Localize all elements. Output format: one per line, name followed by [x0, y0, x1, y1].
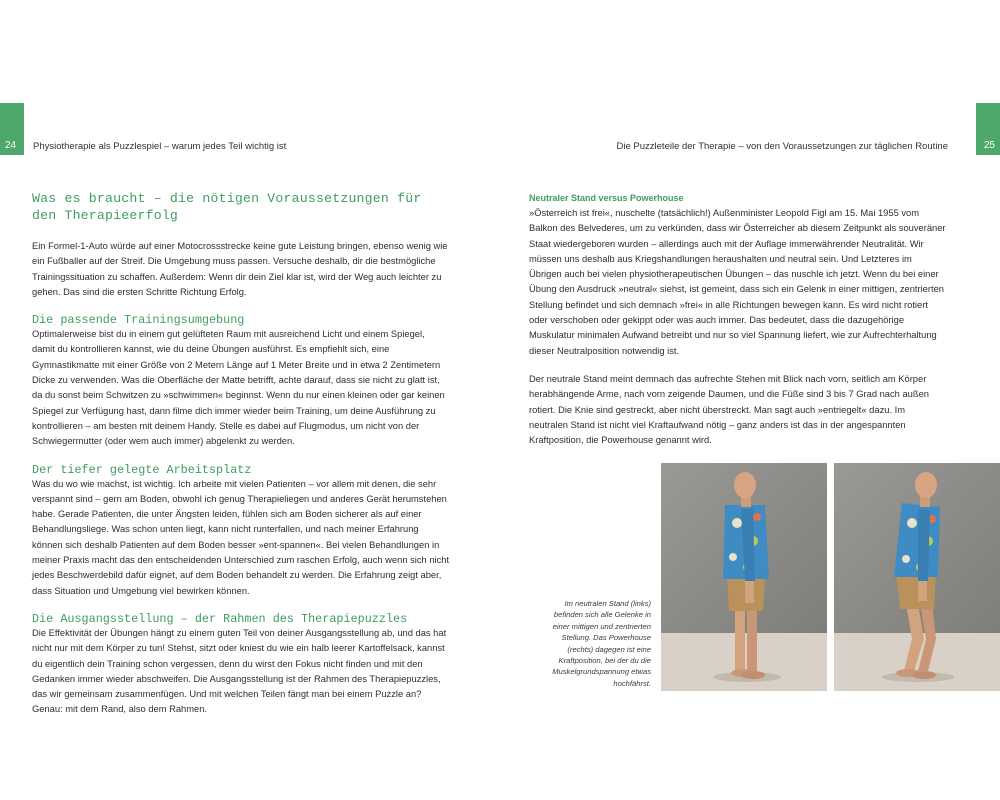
photo-caption: Im neutralen Stand (links) befinden sich alle Gelenke in einer mittigen und zentrierten Stellung. Das Powerhouse (rechts) dagegen ist eine Kraftposition, bei der du die Muskelgrundspannung etwas hochfährst.: [552, 599, 651, 688]
chapter-title: Was es braucht – die nötigen Voraussetzungen für den Therapieerfolg: [32, 191, 422, 223]
page-number-right: 25: [983, 140, 995, 151]
section-paragraph: Optimalerweise bist du in einem gut gelüfteten Raum mit ausreichend Licht und einem Spiegel, damit du kontrollieren kannst, wie du deine Übungen ausführst. Es empfiehlt sich, eine Gymnastikmatte mit einer Größe von 2 Metern Länge auf 1 Meter Breite und in etwa 2 Zentimetern Dicke zu verwenden. Was die Oberfläche der Matte betrifft, achte darauf, dass sie nicht zu glatt ist, da du sonst beim Schwitzen zu »schwimmen« beginnst. Wenn du nur einen kleinen oder gar keinen Spiegel zur Verfügung hast, dann filme dich immer wieder beim Training, um deine Ausführung zu kontrollieren – am besten mit deinem Handy. Stelle es dabei auf Flugmodus, um nicht von der Schwiegermutter (oder wem auch immer) abgelenkt zu werden.: [32, 329, 445, 447]
section-heading: Der tiefer gelegte Arbeitsplatz: [32, 462, 252, 477]
section-paragraph: Was du wo wie machst, ist wichtig. Ich arbeite mit vielen Patienten – vor allem mit denen, die sehr verspannt sind – gern am Boden, obwohl ich genug Therapieliegen und anderes Gerät herumstehen habe. Gerade Patienten, die unter Ängsten leiden, fühlen sich am Boden sicherer als auf einer Behandlungsliege. Was schon unten liegt, kann nicht runterfallen, und nach meiner Erfahrung können sich deshalb Patienten auf dem Boden besser »ent-spannen«. Bei vielen Behandlungen in meiner Praxis macht das den entscheidenden Unterschied zum raschen Erfolg, auch wenn sich nicht jedes Beschwerdebild dafür eignet, auf dem Boden behandelt zu werden. Die Erfahrung zeigt aber, dass Situation und Umgebung viel bewirken können.: [32, 478, 450, 596]
photo-neutral-stance: [661, 463, 827, 691]
section-heading: Die Ausgangsstellung – der Rahmen des Therapiepuzzles: [32, 611, 408, 626]
right-page-content: [529, 190, 946, 461]
photo-powerhouse-stance: [834, 463, 1000, 691]
left-page-content: [32, 190, 450, 731]
section-heading: Die passende Trainingsumgebung: [32, 313, 245, 328]
running-header-right: Die Puzzleteile der Therapie – von den Voraussetzungen zur täglichen Routine: [616, 141, 948, 152]
intro-paragraph: Ein Formel-1-Auto würde auf einer Motocrossstrecke keine gute Leistung bringen, ebenso wenig wie ein Fußballer auf der Streif. Die Umgebung muss passen. Versuche deshalb, dir die bestmögliche Trainingssituation zu schaffen. Außerdem: Wenn dir dein Ziel klar ist, wird der Weg auch leichter zu gehen. Das sind die ersten Schritte Richtung Erfolg.: [32, 241, 448, 297]
body-paragraph: Der neutrale Stand meint demnach das aufrechte Stehen mit Blick nach vorn, seitlich am Körper herabhängende Arme, nach vorn zeigende Daumen, und die Füße sind 3 bis 7 Grad nach außen rotiert. Die Knie sind gestreckt, aber nicht überstreckt. Man sagt auch »entriegelt« dazu. Im neutralen Stand ist nicht viel Kraftaufwand nötig – ganz anders ist das in der angespannten Kraftposition, die Powerhouse genannt wird.: [529, 373, 929, 446]
section-paragraph: Die Effektivität der Übungen hängt zu einem guten Teil von deiner Ausgangsstellung ab, und das hat nicht nur mit dem Körper zu tun! Stehst, sitzt oder kniest du wie ein halb leerer Kartoffelsack, kannst du eigentlich dein Training schon vergessen, denn du wirst den Fokus nicht finden und mit den Gedanken immer wieder abschweifen. Die Ausgangsstellung ist der Rahmen des Therapiepuzzles, das wir gemeinsam zusammenfügen. Und mit welchen Teilen fängt man bei einem Puzzle an? Genau: mit dem Rand, also dem Rahmen.: [32, 627, 447, 715]
sidebar-heading: Neutraler Stand versus Powerhouse: [529, 193, 684, 203]
page-number-left: 24: [5, 140, 17, 151]
running-header-left: Physiotherapie als Puzzlespiel – warum jedes Teil wichtig ist: [33, 141, 287, 152]
body-paragraph: »Österreich ist frei«, nuschelte (tatsächlich!) Außenminister Leopold Figl am 15. Mai 1955 vom Balkon des Belvederes, um zu verkünden, dass wir Österreicher ab diesem Zeitpunkt als souveräner Staat wiedergeboren wurden – allerdings auch mit der Auflage immerwährender Neutralität. Wir müssen uns deshalb aus Kriegshandlungen heraushalten und neutral sein. Und Letzteres im Übrigen auch bei vielen physiotherapeutischen Übungen – das nuschle ich jetzt. Wenn du bei einer Übung den Ausdruck »neutral« siehst, ist gemeint, dass sich ein Gelenk in einer mittigen, zentrierten Stellung befindet und sich demnach »frei« in alle Richtungen bewegen kann. Es wird nicht rotiert oder verschoben oder gekippt oder was auch immer. Das bedeutet, dass die dazugehörige Muskulatur minimalen Aufwand betreibt und nur so viel Spannung liefert, wie zur Aufrechterhaltung dieser Neutralposition notwendig ist.: [529, 208, 946, 356]
